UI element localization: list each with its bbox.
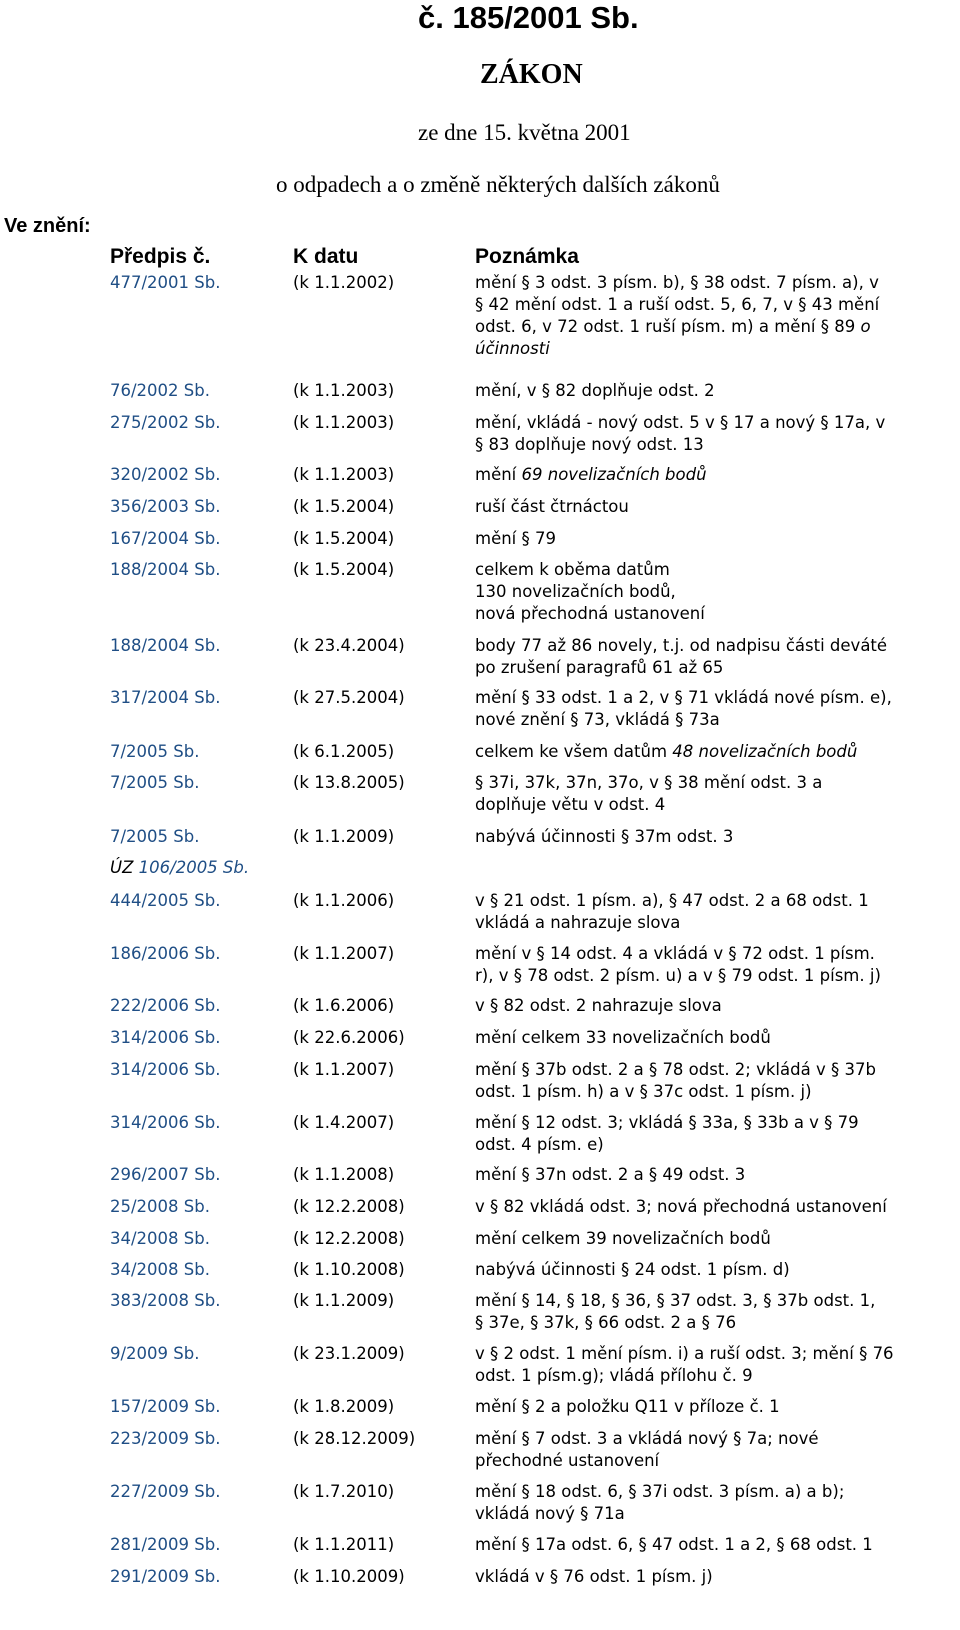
- note-line: v § 82 odst. 2 nahrazuje slova: [475, 996, 722, 1015]
- column-header-regulation: Předpis č.: [110, 245, 211, 268]
- note: [475, 1196, 957, 1218]
- uz-prefix: ÚZ: [110, 858, 134, 877]
- regulation-link[interactable]: 34/2008 Sb.: [110, 1260, 210, 1279]
- note-line: přechodné ustanovení: [475, 1451, 660, 1470]
- regulation-link[interactable]: 7/2005 Sb.: [110, 827, 200, 846]
- regulation-link[interactable]: 275/2002 Sb.: [110, 413, 221, 432]
- note-line: mění § 18 odst. 6, § 37i odst. 3 písm. a) a b);: [475, 1482, 845, 1501]
- note-line: v § 82 vkládá odst. 3; nová přechodná ustanovení: [475, 1197, 887, 1216]
- regulation-link[interactable]: 383/2008 Sb.: [110, 1291, 221, 1310]
- effective-date: (k 6.1.2005): [293, 742, 395, 761]
- regulation-link[interactable]: 167/2004 Sb.: [110, 529, 221, 548]
- regulation-link[interactable]: 188/2004 Sb.: [110, 636, 221, 655]
- effective-date: (k 1.5.2004): [293, 529, 395, 548]
- regulation-link[interactable]: 281/2009 Sb.: [110, 1535, 221, 1554]
- note-line: body 77 až 86 novely, t.j. od nadpisu části deváté: [475, 636, 888, 655]
- regulation-link[interactable]: 76/2002 Sb.: [110, 381, 210, 400]
- versions-label: Ve znění:: [4, 215, 91, 237]
- note-line: § 83 doplňuje nový odst. 13: [475, 435, 704, 454]
- effective-date: (k 23.4.2004): [293, 636, 405, 655]
- effective-date: (k 1.1.2003): [293, 413, 395, 432]
- note: [475, 1164, 957, 1186]
- note: [475, 890, 957, 934]
- regulation-link[interactable]: 477/2001 Sb.: [110, 273, 221, 292]
- note-line: mění § 79: [475, 529, 557, 548]
- regulation-link[interactable]: 7/2005 Sb.: [110, 773, 200, 792]
- note-line: mění § 17a odst. 6, § 47 odst. 1 a 2, § 68 odst. 1: [475, 1535, 873, 1554]
- note: [475, 1428, 957, 1472]
- note-line: § 42 mění odst. 1 a ruší odst. 5, 6, 7, v § 43 mění: [475, 295, 880, 314]
- effective-date: (k 12.2.2008): [293, 1197, 405, 1216]
- regulation-link[interactable]: 314/2006 Sb.: [110, 1060, 221, 1079]
- effective-date: (k 1.6.2006): [293, 996, 395, 1015]
- note-line: mění § 37b odst. 2 a § 78 odst. 2; vkládá v § 37b: [475, 1060, 876, 1079]
- note-line: po zrušení paragrafů 61 až 65: [475, 658, 724, 677]
- note-line: mění § 33 odst. 1 a 2, v § 71 vkládá nové písm. e),: [475, 688, 892, 707]
- effective-date: (k 1.5.2004): [293, 497, 395, 516]
- note: [475, 412, 957, 456]
- regulation-link[interactable]: 227/2009 Sb.: [110, 1482, 221, 1501]
- note-line: celkem k oběma datům: [475, 560, 670, 579]
- note-line: ruší část čtrnáctou: [475, 497, 629, 516]
- note: [475, 272, 957, 360]
- note-line: nové znění § 73, vkládá § 73a: [475, 710, 720, 729]
- effective-date: (k 1.1.2011): [293, 1535, 395, 1554]
- column-header-note: Poznámka: [475, 245, 579, 268]
- note: [475, 1343, 957, 1387]
- effective-date: (k 1.1.2003): [293, 465, 395, 484]
- effective-date: (k 1.1.2003): [293, 381, 395, 400]
- effective-date: (k 1.1.2007): [293, 944, 395, 963]
- regulation-link[interactable]: 314/2006 Sb.: [110, 1113, 221, 1132]
- regulation-link[interactable]: 320/2002 Sb.: [110, 465, 221, 484]
- note-line: nabývá účinnosti § 37m odst. 3: [475, 827, 734, 846]
- effective-date: (k 13.8.2005): [293, 773, 405, 792]
- regulation-link[interactable]: 356/2003 Sb.: [110, 497, 221, 516]
- note-line: § 37i, 37k, 37n, 37o, v § 38 mění odst. 3 a: [475, 773, 823, 792]
- regulation-link[interactable]: 157/2009 Sb.: [110, 1397, 221, 1416]
- effective-date: (k 1.10.2009): [293, 1567, 405, 1586]
- note: [475, 1396, 957, 1418]
- note-line: nová přechodná ustanovení: [475, 604, 705, 623]
- regulation-link[interactable]: 296/2007 Sb.: [110, 1165, 221, 1184]
- note: [475, 464, 957, 486]
- note: [475, 772, 957, 816]
- note-line: mění v § 14 odst. 4 a vkládá v § 72 odst. 1 písm.: [475, 944, 875, 963]
- note: [475, 1566, 957, 1588]
- regulation-link[interactable]: 106/2005 Sb.: [138, 858, 250, 877]
- effective-date: (k 22.6.2006): [293, 1028, 405, 1047]
- regulation-link[interactable]: 34/2008 Sb.: [110, 1229, 210, 1248]
- note: [475, 380, 957, 402]
- note: [475, 496, 957, 518]
- column-header-date: K datu: [293, 245, 359, 268]
- note: [475, 1481, 957, 1525]
- note-line: v § 2 odst. 1 mění písm. i) a ruší odst. 3; mění § 76: [475, 1344, 894, 1363]
- uz-reference: [110, 857, 249, 879]
- effective-date: (k 1.7.2010): [293, 1482, 395, 1501]
- note-line: mění, vkládá - nový odst. 5 v § 17 a nový § 17a, v: [475, 413, 886, 432]
- note-line: mění § 37n odst. 2 a § 49 odst. 3: [475, 1165, 746, 1184]
- regulation-link[interactable]: 291/2009 Sb.: [110, 1567, 221, 1586]
- effective-date: (k 1.5.2004): [293, 560, 395, 579]
- note-line: vkládá nový § 71a: [475, 1504, 625, 1523]
- note: [475, 1112, 957, 1156]
- regulation-link[interactable]: 222/2006 Sb.: [110, 996, 221, 1015]
- note: [475, 826, 957, 848]
- note: [475, 528, 957, 550]
- note: [475, 943, 957, 987]
- note: [475, 1259, 957, 1281]
- note-line: vkládá a nahrazuje slova: [475, 913, 681, 932]
- effective-date: (k 1.1.2002): [293, 273, 395, 292]
- note-line: odst. 1 písm. h) a v § 37c odst. 1 písm. j): [475, 1082, 812, 1101]
- note: [475, 1534, 957, 1556]
- effective-date: (k 1.1.2009): [293, 827, 395, 846]
- note: [475, 995, 957, 1017]
- note-line: mění § 14, § 18, § 36, § 37 odst. 3, § 37b odst. 1,: [475, 1291, 876, 1310]
- regulation-link[interactable]: 7/2005 Sb.: [110, 742, 200, 761]
- note-line: mění § 12 odst. 3; vkládá § 33a, § 33b a v § 79: [475, 1113, 859, 1132]
- note-line: vkládá v § 76 odst. 1 písm. j): [475, 1567, 713, 1586]
- note: [475, 1027, 957, 1049]
- note-line: mění celkem 33 novelizačních bodů: [475, 1028, 771, 1047]
- regulation-link[interactable]: 223/2009 Sb.: [110, 1429, 221, 1448]
- effective-date: (k 12.2.2008): [293, 1229, 405, 1248]
- effective-date: (k 1.8.2009): [293, 1397, 395, 1416]
- effective-date: (k 1.4.2007): [293, 1113, 395, 1132]
- note: [475, 687, 957, 731]
- effective-date: (k 27.5.2004): [293, 688, 405, 707]
- note: [475, 1290, 957, 1334]
- regulation-link[interactable]: 317/2004 Sb.: [110, 688, 221, 707]
- note-line: odst. 6, v 72 odst. 1 ruší písm. m) a mění § 89 o: [475, 317, 871, 336]
- note-line: v § 21 odst. 1 písm. a), § 47 odst. 2 a 68 odst. 1: [475, 891, 869, 910]
- regulation-link[interactable]: 186/2006 Sb.: [110, 944, 221, 963]
- regulation-link[interactable]: 9/2009 Sb.: [110, 1344, 200, 1363]
- note: [475, 1228, 957, 1250]
- note-line: celkem ke všem datům 48 novelizačních bodů: [475, 742, 858, 761]
- effective-date: (k 1.1.2007): [293, 1060, 395, 1079]
- note-line: doplňuje větu v odst. 4: [475, 795, 666, 814]
- note: [475, 741, 957, 763]
- document-number: č. 185/2001 Sb.: [418, 0, 639, 35]
- note-line: mění celkem 39 novelizačních bodů: [475, 1229, 771, 1248]
- effective-date: (k 28.12.2009): [293, 1429, 416, 1448]
- note-line: odst. 4 písm. e): [475, 1135, 604, 1154]
- note-line: § 37e, § 37k, § 66 odst. 2 a § 76: [475, 1313, 737, 1332]
- regulation-link[interactable]: 314/2006 Sb.: [110, 1028, 221, 1047]
- note-line: účinnosti: [475, 339, 550, 358]
- note-line: mění 69 novelizačních bodů: [475, 465, 707, 484]
- effective-date: (k 1.10.2008): [293, 1260, 405, 1279]
- effective-date: (k 1.1.2008): [293, 1165, 395, 1184]
- effective-date: (k 1.1.2006): [293, 891, 395, 910]
- note-line: mění § 2 a položku Q11 v příloze č. 1: [475, 1397, 780, 1416]
- note: [475, 635, 957, 679]
- note: [475, 1059, 957, 1103]
- regulation-link[interactable]: 444/2005 Sb.: [110, 891, 221, 910]
- law-subject: o odpadech a o změně některých dalších zákonů: [276, 172, 720, 197]
- regulation-link[interactable]: 188/2004 Sb.: [110, 560, 221, 579]
- note-line: 130 novelizačních bodů,: [475, 582, 676, 601]
- note: [475, 559, 957, 625]
- note-line: mění § 7 odst. 3 a vkládá nový § 7a; nové: [475, 1429, 819, 1448]
- law-date: ze dne 15. května 2001: [418, 120, 631, 145]
- note-line: mění, v § 82 doplňuje odst. 2: [475, 381, 715, 400]
- note-line: odst. 1 písm.g); vládá přílohu č. 9: [475, 1366, 753, 1385]
- regulation-link[interactable]: 25/2008 Sb.: [110, 1197, 210, 1216]
- note-line: mění § 3 odst. 3 písm. b), § 38 odst. 7 písm. a), v: [475, 273, 879, 292]
- note-line: nabývá účinnosti § 24 odst. 1 písm. d): [475, 1260, 790, 1279]
- law-title: ZÁKON: [480, 59, 583, 90]
- note-line: r), v § 78 odst. 2 písm. u) a v § 79 odst. 1 písm. j): [475, 966, 881, 985]
- effective-date: (k 23.1.2009): [293, 1344, 405, 1363]
- effective-date: (k 1.1.2009): [293, 1291, 395, 1310]
